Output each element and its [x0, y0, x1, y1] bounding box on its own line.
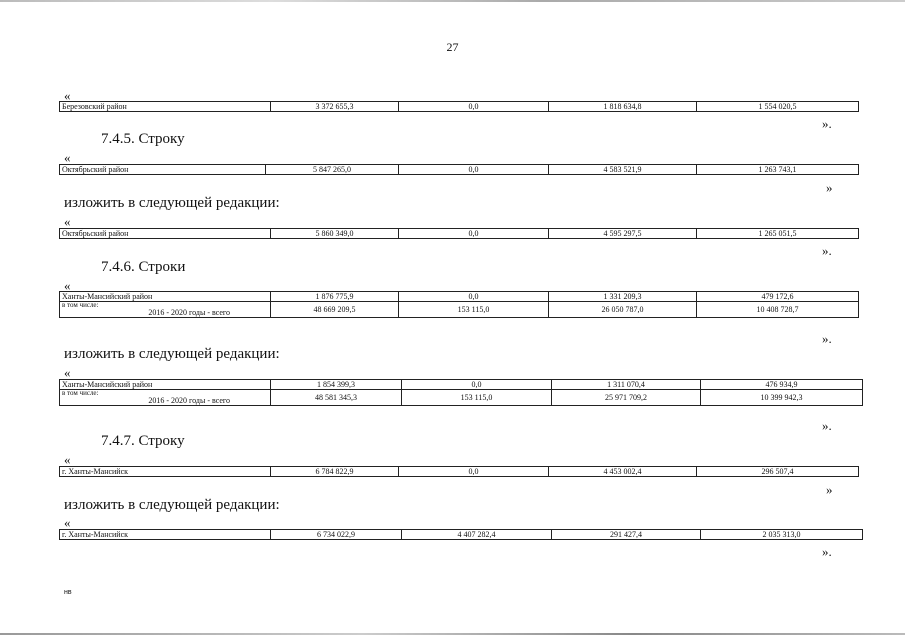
- cell-value: 1 311 070,4: [552, 380, 701, 390]
- cell-value: 0,0: [402, 380, 552, 390]
- cell-value: 5 860 349,0: [271, 229, 399, 239]
- cell-value: 0,0: [399, 229, 549, 239]
- table-row: [60, 302, 859, 310]
- close-quote: ».: [822, 243, 832, 258]
- scan-edge-bottom: [0, 633, 905, 635]
- row-name: Октябрьский район: [60, 165, 266, 175]
- open-quote: «: [64, 365, 71, 380]
- table-row: [60, 229, 859, 239]
- table-oktyabrsky-old: [59, 164, 859, 175]
- cell-value: 291 427,4: [552, 530, 701, 540]
- table-berezovsky: [59, 101, 859, 112]
- cell-value: 1 818 634,8: [549, 102, 697, 112]
- table-row: [60, 165, 859, 175]
- cell-value: 153 115,0: [399, 302, 549, 318]
- cell-value: 153 115,0: [402, 390, 552, 406]
- close-quote: ».: [822, 116, 832, 131]
- row-name: Березовский район: [60, 102, 271, 112]
- open-quote: «: [64, 150, 71, 165]
- row-name: Ханты-Мансийский район: [60, 380, 271, 390]
- cell-value: 296 507,4: [697, 467, 859, 477]
- cell-value: 10 408 728,7: [697, 302, 859, 318]
- table-row: [60, 390, 863, 398]
- cell-value: 4 595 297,5: [549, 229, 697, 239]
- row-name: г. Ханты-Мансийск: [60, 467, 271, 477]
- cell-value: 1 265 051,5: [697, 229, 859, 239]
- cell-value: 6 734 022,9: [271, 530, 402, 540]
- sub-period: 2016 - 2020 годы - всего: [60, 397, 271, 406]
- close-quote: ».: [822, 418, 832, 433]
- open-quote: «: [64, 88, 71, 103]
- table-row: [60, 380, 863, 390]
- cell-value: 1 854 399,3: [271, 380, 402, 390]
- cell-value: 0,0: [399, 102, 549, 112]
- edit-instruction: изложить в следующей редакции:: [64, 195, 280, 211]
- row-name: Ханты-Мансийский район: [60, 292, 271, 302]
- sub-label: в том числе:: [60, 390, 271, 398]
- cell-value: 479 172,6: [697, 292, 859, 302]
- table-hm-district-new: [59, 379, 863, 406]
- open-quote: «: [64, 452, 71, 467]
- close-quote: »: [826, 482, 833, 497]
- edit-instruction: изложить в следующей редакции:: [64, 497, 280, 513]
- cell-value: 1 331 209,3: [549, 292, 697, 302]
- table-row: [60, 292, 859, 302]
- cell-value: 0,0: [399, 292, 549, 302]
- open-quote: «: [64, 515, 71, 530]
- scan-edge-top: [0, 0, 905, 2]
- cell-value: 25 971 709,2: [552, 390, 701, 406]
- cell-value: 4 583 521,9: [549, 165, 697, 175]
- cell-value: 1 263 743,1: [697, 165, 859, 175]
- section-heading-7-4-5: 7.4.5. Строку: [101, 131, 185, 147]
- cell-value: 0,0: [399, 165, 549, 175]
- edit-instruction: изложить в следующей редакции:: [64, 346, 280, 362]
- cell-value: 4 453 002,4: [549, 467, 697, 477]
- section-heading-7-4-6: 7.4.6. Строки: [101, 259, 186, 275]
- table-hmansiysk-new: [59, 529, 863, 540]
- table-hmansiysk-old: [59, 466, 859, 477]
- table-hm-district-old: [59, 291, 859, 318]
- cell-value: 26 050 787,0: [549, 302, 697, 318]
- cell-value: 476 934,9: [701, 380, 863, 390]
- table-row: [60, 102, 859, 112]
- row-name: г. Ханты-Мансийск: [60, 530, 271, 540]
- cell-value: 10 399 942,3: [701, 390, 863, 406]
- cell-value: 0,0: [399, 467, 549, 477]
- cell-value: 48 669 209,5: [271, 302, 399, 318]
- table-row: [60, 467, 859, 477]
- author-initials: нв: [64, 589, 72, 596]
- cell-value: 1 554 020,5: [697, 102, 859, 112]
- cell-value: 48 581 345,3: [271, 390, 402, 406]
- table-oktyabrsky-new: [59, 228, 859, 239]
- table-row: [60, 530, 863, 540]
- open-quote: «: [64, 214, 71, 229]
- cell-value: 4 407 282,4: [402, 530, 552, 540]
- sub-label: в том числе:: [60, 302, 271, 310]
- open-quote: «: [64, 278, 71, 293]
- section-heading-7-4-7: 7.4.7. Строку: [101, 433, 185, 449]
- row-name: Октябрьский район: [60, 229, 271, 239]
- close-quote: ».: [822, 331, 832, 346]
- cell-value: 2 035 313,0: [701, 530, 863, 540]
- close-quote: ».: [822, 544, 832, 559]
- cell-value: 6 784 822,9: [271, 467, 399, 477]
- cell-value: 1 876 775,9: [271, 292, 399, 302]
- page-number: 27: [446, 40, 459, 54]
- close-quote: »: [826, 180, 833, 195]
- cell-value: 5 847 265,0: [266, 165, 399, 175]
- cell-value: 3 372 655,3: [271, 102, 399, 112]
- sub-period: 2016 - 2020 годы - всего: [60, 309, 271, 318]
